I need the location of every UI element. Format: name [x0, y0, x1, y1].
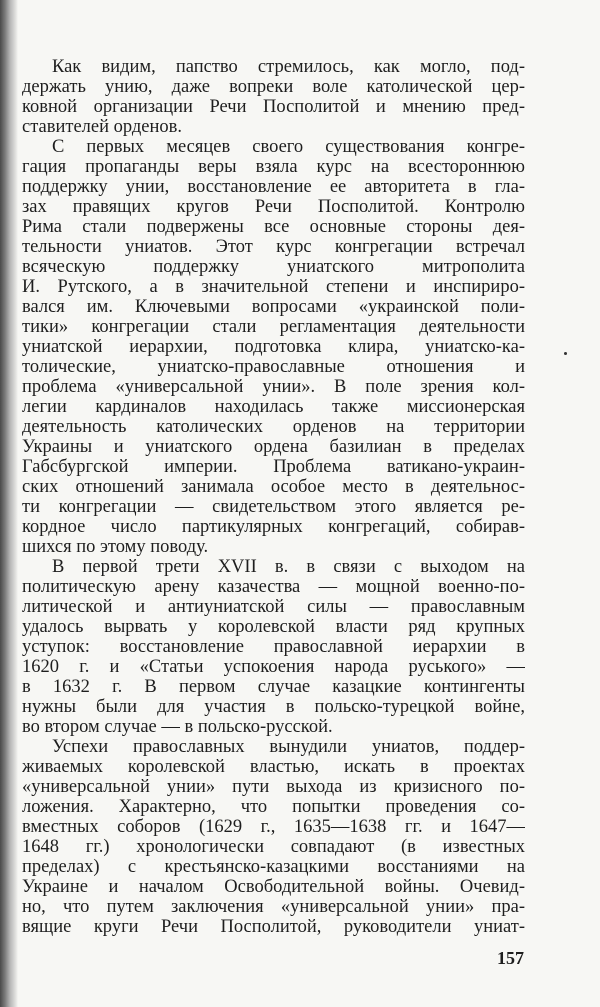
text-line: тики» конгрегации стали регламентация деятельности	[22, 317, 525, 337]
text-line: в 1632 г. В первом случае казацкие контингенты	[22, 677, 525, 697]
text-line: поддержку унии, восстановление ее авторитета в гла-	[22, 177, 525, 197]
text-line: тельности униатов. Этот курс конгрегации встречал	[22, 237, 525, 257]
paragraph	[22, 557, 525, 737]
print-speck	[564, 352, 567, 355]
text-line: во втором случае — в польско-русской.	[22, 717, 333, 737]
text-line: проблема «универсальной унии». В поле зрения кол-	[22, 377, 525, 397]
text-line: всяческую поддержку униатского митрополита	[22, 257, 525, 277]
paragraph	[22, 137, 525, 557]
text-line: Украине и началом Освободительной войны. Очевид-	[22, 877, 525, 897]
text-line: Как видим, папство стремилось, как могло, под-	[52, 57, 525, 77]
text-line: легии кардиналов находилась также миссионерская	[22, 397, 525, 417]
text-line: уступок: восстановление православной иерархии в	[22, 637, 525, 657]
body-text	[22, 57, 525, 937]
text-line: нужны были для участия в польско-турецкой войне,	[22, 697, 525, 717]
text-line: пределах) с крестьянско-казацкими восстаниями на	[22, 857, 525, 877]
text-line: удалось вырвать у королевской власти ряд крупных	[22, 617, 525, 637]
text-line: кордное число партикулярных конгрегаций, собирав-	[22, 517, 525, 537]
text-line: ковной организации Речи Посполитой и мнению пред-	[22, 97, 525, 117]
text-line: униатской иерархии, подготовка клира, униатско-ка-	[22, 337, 525, 357]
text-line: И. Рутского, а в значительной степени и инспириро-	[22, 277, 525, 297]
paragraph	[22, 737, 525, 937]
text-line: деятельность католических орденов на территории	[22, 417, 525, 437]
text-line: вящие круги Речи Посполитой, руководители униат-	[22, 917, 525, 937]
text-line: 1620 г. и «Статьи успокоения народа руського» —	[22, 657, 525, 677]
text-line: вался им. Ключевыми вопросами «украинской поли-	[22, 297, 525, 317]
text-line: Украины и униатского ордена базилиан в пределах	[22, 437, 525, 457]
text-line: Габсбургской империи. Проблема ватикано-украин-	[22, 457, 525, 477]
text-line: ложения. Характерно, что попытки проведения со-	[22, 797, 525, 817]
text-line: живаемых королевской властью, искать в проектах	[22, 757, 525, 777]
text-line: политическую арену казачества — мощной военно-по-	[22, 577, 525, 597]
text-line: С первых месяцев своего существования конгре-	[52, 137, 525, 157]
text-line: шихся по этому поводу.	[22, 537, 209, 557]
text-line: литической и антиуниатской силы — православным	[22, 597, 525, 617]
text-line: Успехи православных вынудили униатов, поддер-	[52, 737, 525, 757]
page-number: 157	[497, 948, 524, 968]
text-line: ти конгрегации — свидетельством этого является ре-	[22, 497, 525, 517]
text-line: зах правящих кругов Речи Посполитой. Контролю	[22, 197, 525, 217]
binding-shadow	[0, 0, 18, 1007]
text-line: ских отношений занимала особое место в деятельнос-	[22, 477, 525, 497]
text-line: держать унию, даже вопреки воле католической цер-	[22, 77, 525, 97]
text-line: вместных соборов (1629 г., 1635—1638 гг. и 1647—	[22, 817, 525, 837]
text-line: но, что путем заключения «универсальной унии» пра-	[22, 897, 525, 917]
text-line: Рима стали подвержены все основные стороны дея-	[22, 217, 525, 237]
text-line: В первой трети XVII в. в связи с выходом на	[52, 557, 525, 577]
text-line: гация пропаганды веры взяла курс на всестороннюю	[22, 157, 525, 177]
text-line: толические, униатско-православные отношения и	[22, 357, 525, 377]
paragraph	[22, 57, 525, 137]
text-line: ставителей орденов.	[22, 117, 183, 137]
text-line: 1648 гг.) хронологически совпадают (в известных	[22, 837, 525, 857]
text-line: «универсальной унии» пути выхода из кризисного по-	[22, 777, 525, 797]
